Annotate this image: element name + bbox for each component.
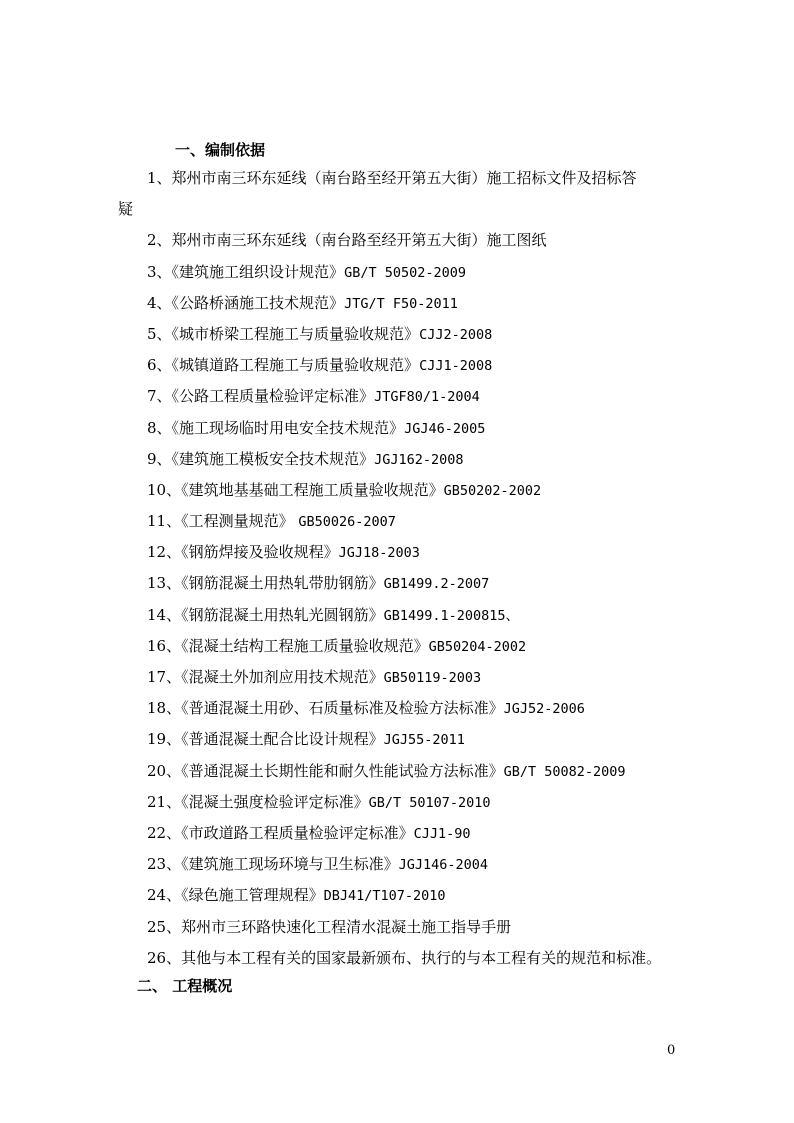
reference-item [0,880,794,911]
reference-item [0,537,794,568]
reference-number: 8、 [147,418,172,437]
reference-code: GB1499.1-200815、 [383,607,520,624]
reference-title: 《建筑施工模板安全技术规范》 [171,449,375,468]
reference-number: 11、 [147,512,182,531]
reference-item [0,475,794,506]
reference-title: 《城市桥梁工程施工与质量验收规范》 [171,324,420,343]
reference-item [0,568,794,599]
reference-title: 《普通混凝土长期性能和耐久性能试验方法标准》 [181,761,504,780]
reference-code: GB1499.2-2007 [383,576,490,593]
reference-item [0,413,794,444]
reference-title: 郑州市三环路快速化工程清水混凝土施工指导手册 [181,917,512,936]
reference-number: 26、 [147,948,182,967]
reference-number: 16、 [147,636,182,655]
reference-item [0,319,794,350]
reference-code: CJJ2-2008 [419,326,493,343]
reference-number: 2、 [147,231,172,250]
reference-number: 6、 [147,356,172,375]
reference-number: 18、 [147,699,182,718]
reference-item [0,787,794,818]
reference-number: 12、 [147,543,182,562]
reference-title: 郑州市南三环东延线（南台路至经开第五大街）施工图纸 [171,231,547,250]
reference-title: 《建筑施工现场环境与卫生标准》 [181,855,399,874]
reference-title: 其他与本工程有关的国家最新颁布、执行的与本工程有关的规范和标准。 [181,948,662,967]
reference-list [0,163,794,974]
reference-number: 24、 [147,886,182,905]
reference-code: JGJ146-2004 [398,857,489,874]
reference-number: 23、 [147,855,182,874]
reference-code: JGJ55-2011 [383,732,465,749]
reference-title: 《城镇道路工程施工与质量验收规范》 [171,356,420,375]
reference-number: 20、 [147,761,182,780]
reference-item [0,943,794,974]
reference-title: 《混凝土强度检验评定标准》 [181,792,369,811]
reference-number: 4、 [147,293,172,312]
reference-number: 17、 [147,668,182,686]
reference-number: 14、 [147,605,182,624]
reference-code: GB50119-2003 [383,670,482,686]
reference-title: 《钢筋混凝土用热轧带肋钢筋》 [181,574,384,593]
reference-item [0,257,794,288]
reference-number: 3、 [147,262,172,281]
reference-item [0,225,794,256]
reference-code: GB50026-2007 [298,514,396,531]
reference-item [0,693,794,724]
reference-code: GB/T 50107-2010 [368,794,491,811]
reference-code: JGJ52-2006 [503,701,585,718]
reference-title: 《混凝土结构工程施工质量验收规范》 [181,636,429,655]
reference-title: 《钢筋焊接及验收规程》 [181,543,339,562]
reference-title: 《建筑地基基础工程施工质量验收规范》 [181,480,444,499]
reference-code: JGJ46-2005 [404,420,486,437]
reference-code: CJJ1-90 [413,825,471,842]
reference-title: 《钢筋混凝土用热轧光圆钢筋》 [181,605,384,624]
reference-item [0,350,794,381]
reference-title: 《施工现场临时用电安全技术规范》 [171,418,405,437]
reference-item [0,849,794,880]
reference-item-continuation: 疑 [118,200,134,219]
reference-number: 10、 [147,480,182,499]
reference-title: 《公路桥涵施工技术规范》 [171,293,345,312]
reference-item [0,600,794,631]
reference-title: 《普通混凝土配合比设计规程》 [181,730,384,749]
section-heading-basis: 一、编制依据 [175,141,266,159]
reference-item [0,818,794,849]
reference-title: 《绿色施工管理规程》 [181,886,324,905]
reference-number: 1、 [147,169,172,187]
page-number: 0 [667,1043,676,1058]
reference-number: 5、 [147,324,172,343]
reference-code: JTG/T F50-2011 [344,295,458,312]
reference-item [0,288,794,319]
section-heading-overview: 二、 工程概况 [137,977,233,995]
reference-number: 9、 [147,449,172,468]
reference-item [0,912,794,943]
reference-title: 郑州市南三环东延线（南台路至经开第五大街）施工招标文件及招标答 [171,169,637,187]
reference-title: 《建筑施工组织设计规范》 [171,262,345,281]
reference-code: CJJ1-2008 [419,358,493,375]
reference-item [0,381,794,412]
reference-code: GB50202-2002 [443,482,542,499]
reference-item [0,163,794,194]
reference-number: 13、 [147,574,182,593]
reference-number: 19、 [147,730,182,749]
reference-code: JTGF80/1-2004 [374,389,480,406]
reference-item [0,444,794,475]
reference-item [0,506,794,537]
reference-title: 《公路工程质量检验评定标准》 [171,387,375,406]
reference-item [0,724,794,755]
reference-number: 7、 [147,387,172,406]
reference-item [0,756,794,787]
reference-item [0,662,794,693]
reference-code: GB/T 50082-2009 [503,763,626,780]
reference-item [0,631,794,662]
reference-number: 25、 [147,917,182,936]
reference-number: 22、 [147,823,182,842]
reference-code: DBJ41/T107-2010 [323,888,446,905]
reference-code: JGJ18-2003 [338,545,420,562]
reference-title: 《工程测量规范》 [181,512,299,531]
reference-number: 21、 [147,792,182,811]
reference-title: 《普通混凝土用砂、石质量标准及检验方法标准》 [181,699,504,718]
reference-code: GB/T 50502-2009 [344,264,466,281]
reference-title: 《混凝土外加剂应用技术规范》 [181,668,384,686]
reference-code: JGJ162-2008 [374,451,464,468]
reference-code: GB50204-2002 [428,638,527,655]
reference-title: 《市政道路工程质量检验评定标准》 [181,823,414,842]
